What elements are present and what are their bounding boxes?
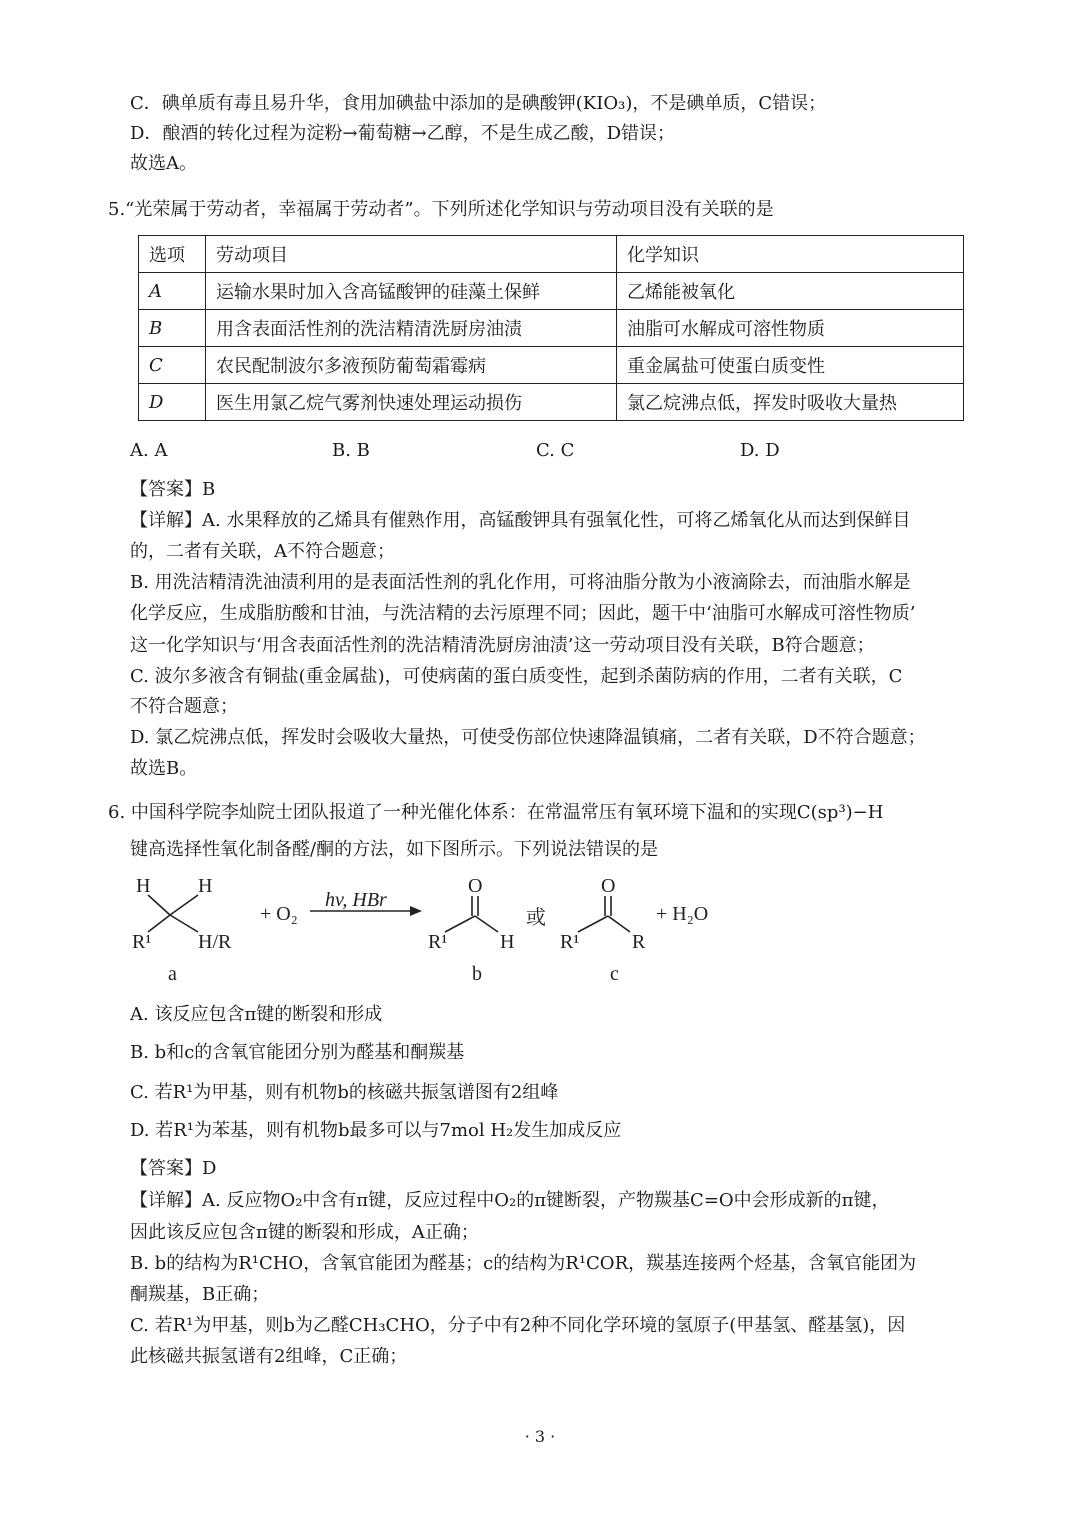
text-line: 故选A。 xyxy=(130,153,197,174)
product-label: + H₂O xyxy=(656,903,709,925)
text-line: 因此该反应包含π键的断裂和形成，A正确； xyxy=(130,1222,479,1243)
conditions-label: hv, HBr xyxy=(325,889,387,911)
table-header: 化学知识 xyxy=(617,236,964,273)
text-line: 【详解】A. 水果释放的乙烯具有催熟作用，高锰酸钾具有强氧化性，可将乙烯氧化从而达到保鲜目 xyxy=(130,510,911,531)
table-header: 劳动项目 xyxy=(206,236,617,273)
text-line: B. b的结构为R¹CHO，含氧官能团为醛基；c的结构为R¹COR，羰基连接两个烃基，含氧官能团为 xyxy=(130,1253,917,1274)
table-cell: A xyxy=(139,273,206,310)
table-row xyxy=(139,273,964,310)
text-line: B. 用洗洁精清洗油渍利用的是表面活性剂的乳化作用，可将油脂分散为小液滴除去，而油脂水解是 xyxy=(130,572,911,593)
question-6-stem: 6. 中国科学院李灿院士团队报道了一种光催化体系：在常温常压有氧环境下温和的实现C(sp³)−H xyxy=(108,802,884,823)
table-cell: 油脂可水解成可溶性物质 xyxy=(617,310,964,347)
question-5-stem: 5.“光荣属于劳动者，幸福属于劳动者”。下列所述化学知识与劳动项目没有关联的是 xyxy=(108,199,774,220)
table-row xyxy=(139,384,964,421)
option-a: A. A xyxy=(130,440,168,461)
text-line: 不符合题意； xyxy=(130,696,238,717)
page-number: · 3 · xyxy=(524,1427,556,1446)
compound-label: a xyxy=(168,963,177,985)
text-line: 此核磁共振氢谱有2组峰，C正确； xyxy=(130,1346,408,1367)
table-cell: B xyxy=(139,310,206,347)
option-d: D. 若R¹为苯基，则有机物b最多可以与7mol H₂发生加成反应 xyxy=(130,1120,622,1141)
atom-label: R¹ xyxy=(428,931,448,953)
atom-label: R¹ xyxy=(560,931,580,953)
arrow-head-icon xyxy=(410,906,422,916)
table-cell: 用含表面活性剂的洗洁精清洗厨房油渍 xyxy=(206,310,617,347)
question-5-table xyxy=(138,235,964,421)
atom-label: H xyxy=(198,875,213,897)
question-6-stem: 键高选择性氧化制备醛/酮的方法，如下图所示。下列说法错误的是 xyxy=(130,839,659,860)
table-cell: 乙烯能被氧化 xyxy=(617,273,964,310)
text-line: C．碘单质有毒且易升华，食用加碘盐中添加的是碘酸钾(KIO₃)，不是碘单质，C错误； xyxy=(130,93,827,114)
option-c: C. 若R¹为甲基，则有机物b的核磁共振氢谱图有2组峰 xyxy=(130,1082,559,1103)
compound-label: b xyxy=(472,963,482,985)
atom-label: R¹ xyxy=(132,931,152,953)
table-cell: C xyxy=(139,347,206,384)
table-cell: 运输水果时加入含高锰酸钾的硅藻土保鲜 xyxy=(206,273,617,310)
answer: 【答案】B xyxy=(130,479,216,500)
table-cell: 农民配制波尔多液预防葡萄霜霉病 xyxy=(206,347,617,384)
text-line: 酮羰基，B正确； xyxy=(130,1284,270,1305)
option-b: B. B xyxy=(332,440,370,461)
table-row xyxy=(139,310,964,347)
option-b: B. b和c的含氧官能团分别为醛基和酮羰基 xyxy=(130,1042,465,1063)
option-a: A. 该反应包含π键的断裂和形成 xyxy=(130,1004,383,1025)
or-label: 或 xyxy=(526,907,546,929)
text-line: 故选B。 xyxy=(130,758,198,779)
text-line: C. 波尔多液含有铜盐(重金属盐)，可使病菌的蛋白质变性，起到杀菌防病的作用，二者有关联，C xyxy=(130,666,903,687)
text-line: D. 氯乙烷沸点低，挥发时会吸收大量热，可使受伤部位快速降温镇痛，二者有关联，D不符合题意； xyxy=(130,727,926,748)
answer: 【答案】D xyxy=(130,1158,217,1179)
text-line: 的，二者有关联，A不符合题意； xyxy=(130,541,395,562)
compound-label: c xyxy=(610,963,619,985)
text-line: 【详解】A. 反应物O₂中含有π键，反应过程中O₂的π键断裂，产物羰基C=O中会形成新的π键， xyxy=(130,1190,890,1211)
reaction-scheme xyxy=(120,868,740,988)
atom-label: H/R xyxy=(198,931,232,953)
table-header: 选项 xyxy=(139,236,206,273)
atom-label: R xyxy=(632,931,646,953)
table-cell: 医生用氯乙烷气雾剂快速处理运动损伤 xyxy=(206,384,617,421)
table-cell: D xyxy=(139,384,206,421)
table-cell: 氯乙烷沸点低，挥发时吸收大量热 xyxy=(617,384,964,421)
table-cell: 重金属盐可使蛋白质变性 xyxy=(617,347,964,384)
atom-label: H xyxy=(136,875,151,897)
option-d: D. D xyxy=(740,440,780,461)
text-line: C. 若R¹为甲基，则b为乙醛CH₃CHO，分子中有2种不同化学环境的氢原子(甲基氢、醛基氢)，因 xyxy=(130,1315,906,1336)
option-c: C. C xyxy=(536,440,575,461)
table-header-row xyxy=(139,236,964,273)
atom-label: O xyxy=(601,875,616,897)
text-line: 这一化学知识与‘用含表面活性剂的洗洁精清洗厨房油渍’这一劳动项目没有关联，B符合题意； xyxy=(130,635,875,656)
table-row xyxy=(139,347,964,384)
atom-label: H xyxy=(500,931,515,953)
text-line: D．酿酒的转化过程为淀粉→葡萄糖→乙醇，不是生成乙酸，D错误； xyxy=(130,123,676,144)
atom-label: O xyxy=(468,875,483,897)
reagent-label: + O₂ xyxy=(260,903,298,925)
text-line: 化学反应，生成脂肪酸和甘油，与洗洁精的去污原理不同；因此，题干中‘油脂可水解成可溶性物质’ xyxy=(130,603,916,624)
